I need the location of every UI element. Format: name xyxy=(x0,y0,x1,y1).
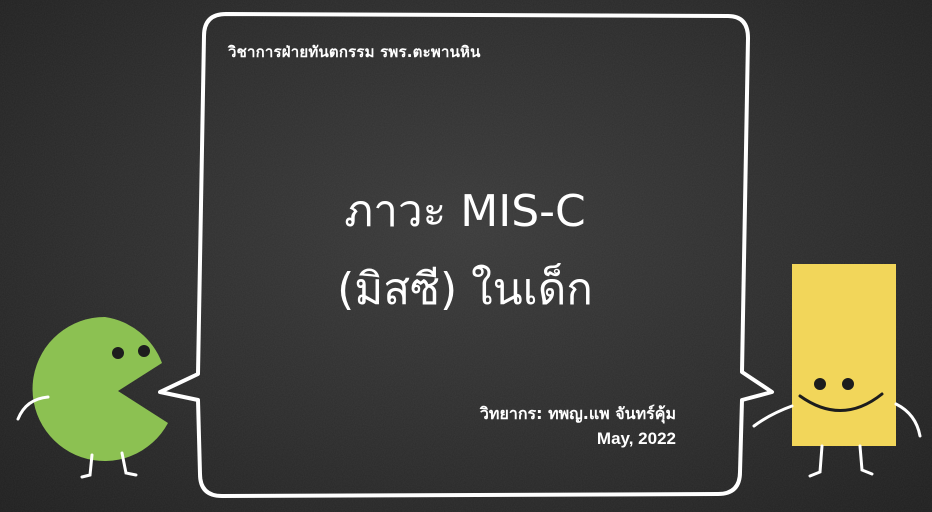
date-label: May, 2022 xyxy=(596,429,676,448)
organization-label: วิชาการฝ่ายทันตกรรม รพร.ตะพานหิน xyxy=(228,43,481,61)
speaker-label: วิทยากร: ทพญ.แพ จันทร์คุ้ม xyxy=(479,404,676,423)
slide-title-line-2: (มิสซี) ในเด็ก xyxy=(337,264,593,315)
yellow-block-character-illustration xyxy=(748,258,932,488)
slide-title-line-1: ภาวะ MIS-C xyxy=(344,186,586,237)
pacman-character-illustration xyxy=(10,315,195,485)
